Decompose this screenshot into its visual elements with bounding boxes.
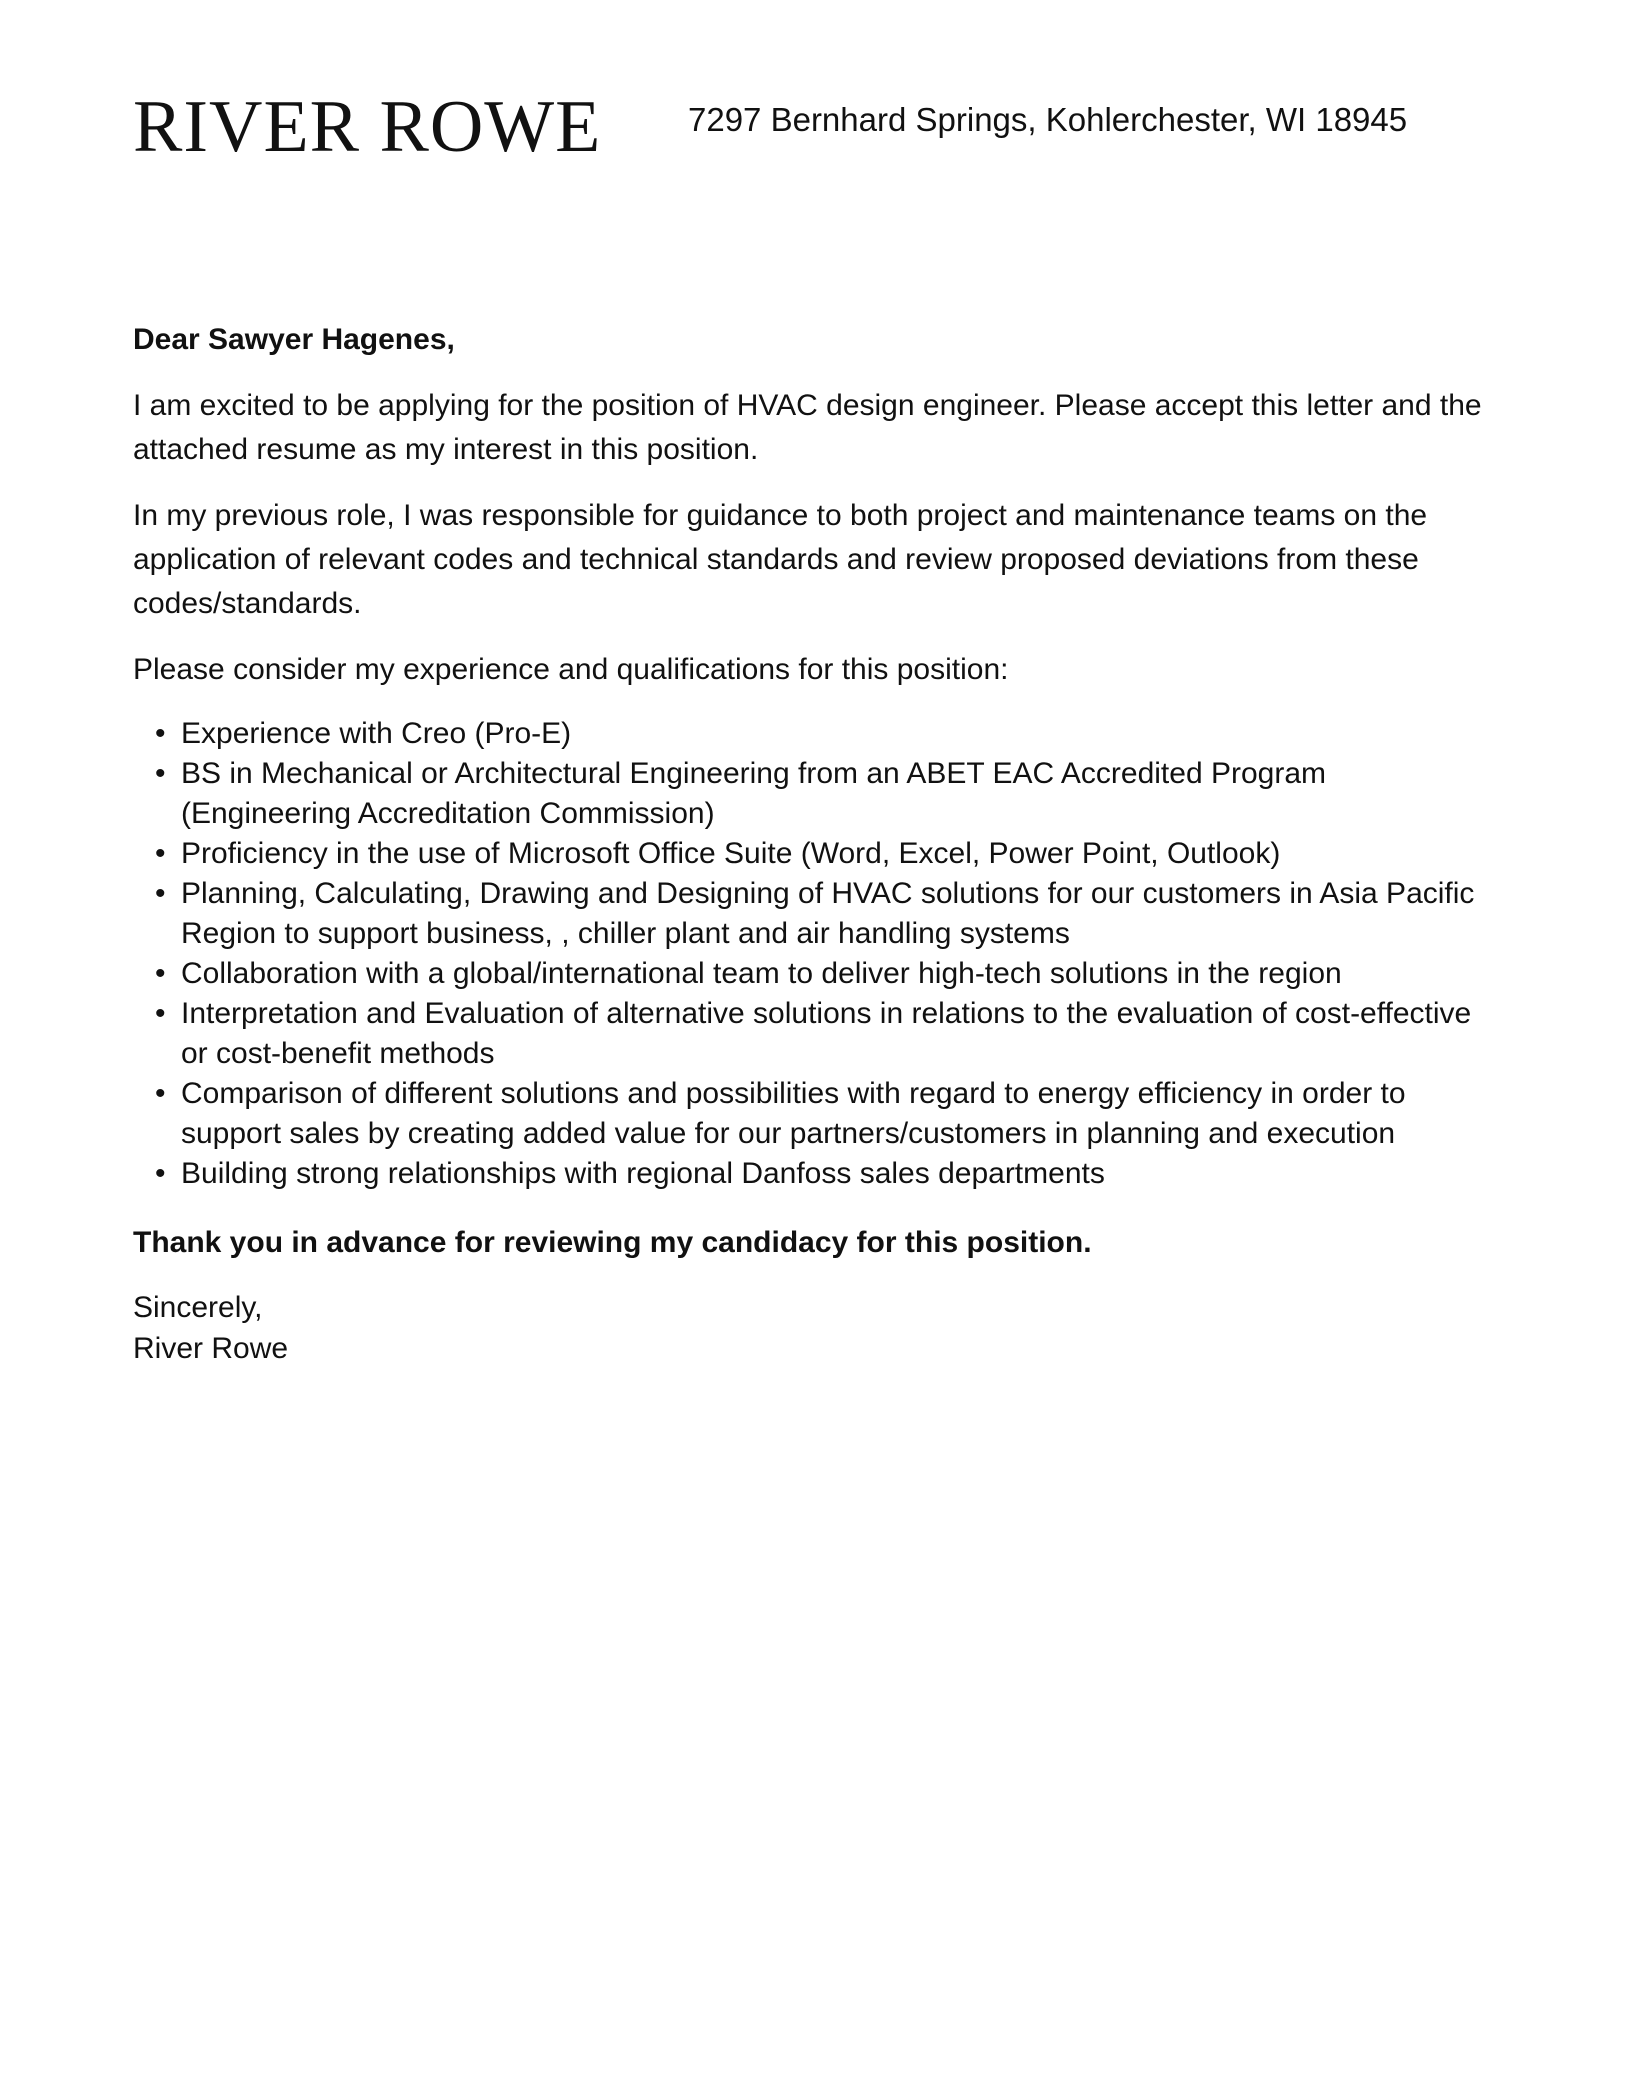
- thank-you-line: Thank you in advance for reviewing my candidacy for this position.: [133, 1226, 1092, 1259]
- closing-phrase: Sincerely,: [133, 1291, 263, 1324]
- list-item-text: Planning, Calculating, Drawing and Designing of HVAC solutions for our customers in Asia Pacific Region to support business, , chiller plant and air handling systems: [181, 877, 1475, 950]
- bullet-icon: •: [155, 1157, 166, 1190]
- list-item-text: Building strong relationships with regional Danfoss sales departments: [181, 1157, 1105, 1190]
- list-item-text: Interpretation and Evaluation of alternative solutions in relations to the evaluation of cost-effective or cost-benefit methods: [181, 997, 1472, 1070]
- list-item: [133, 1074, 1503, 1154]
- list-item-text: Comparison of different solutions and possibilities with regard to energy efficiency in order to support sales by creating added value for our partners/customers in planning and execution: [181, 1077, 1406, 1150]
- bullet-icon: •: [155, 957, 166, 990]
- list-item: [133, 1154, 1503, 1194]
- list-item: [133, 874, 1503, 954]
- list-item: [133, 834, 1503, 874]
- list-item-text: BS in Mechanical or Architectural Engineering from an ABET EAC Accredited Program (Engineering Accreditation Commission): [181, 757, 1326, 830]
- applicant-address: 7297 Bernhard Springs, Kohlerchester, WI 18945: [688, 101, 1408, 138]
- bullet-icon: •: [155, 757, 166, 790]
- qualifications-list: [133, 714, 1503, 1194]
- bullet-icon: •: [155, 717, 166, 750]
- qualifications-intro: Please consider my experience and qualifications for this position:: [133, 653, 1009, 686]
- list-item-text: Experience with Creo (Pro-E): [181, 717, 572, 750]
- list-item-text: Collaboration with a global/international team to deliver high-tech solutions in the region: [181, 957, 1342, 990]
- bullet-icon: •: [155, 837, 166, 870]
- letter-header: [133, 86, 1513, 176]
- bullet-icon: •: [155, 1077, 166, 1110]
- list-item-text: Proficiency in the use of Microsoft Office Suite (Word, Excel, Power Point, Outlook): [181, 837, 1281, 870]
- bullet-icon: •: [155, 997, 166, 1030]
- applicant-name: RIVER ROWE: [133, 86, 602, 168]
- letter-body: [133, 318, 1503, 1369]
- salutation: Dear Sawyer Hagenes,: [133, 323, 455, 356]
- list-item: [133, 994, 1503, 1074]
- closing-block: [133, 1287, 1503, 1369]
- intro-paragraph: I am excited to be applying for the position of HVAC design engineer. Please accept this letter and the attached resume as my interest in this position.: [133, 389, 1482, 466]
- experience-paragraph: In my previous role, I was responsible for guidance to both project and maintenance teams on the application of relevant codes and technical standards and review proposed deviations from these codes/standards.: [133, 499, 1428, 620]
- list-item: [133, 714, 1503, 754]
- bullet-icon: •: [155, 877, 166, 910]
- signature-name: River Rowe: [133, 1332, 289, 1365]
- list-item: [133, 954, 1503, 994]
- list-item: [133, 754, 1503, 834]
